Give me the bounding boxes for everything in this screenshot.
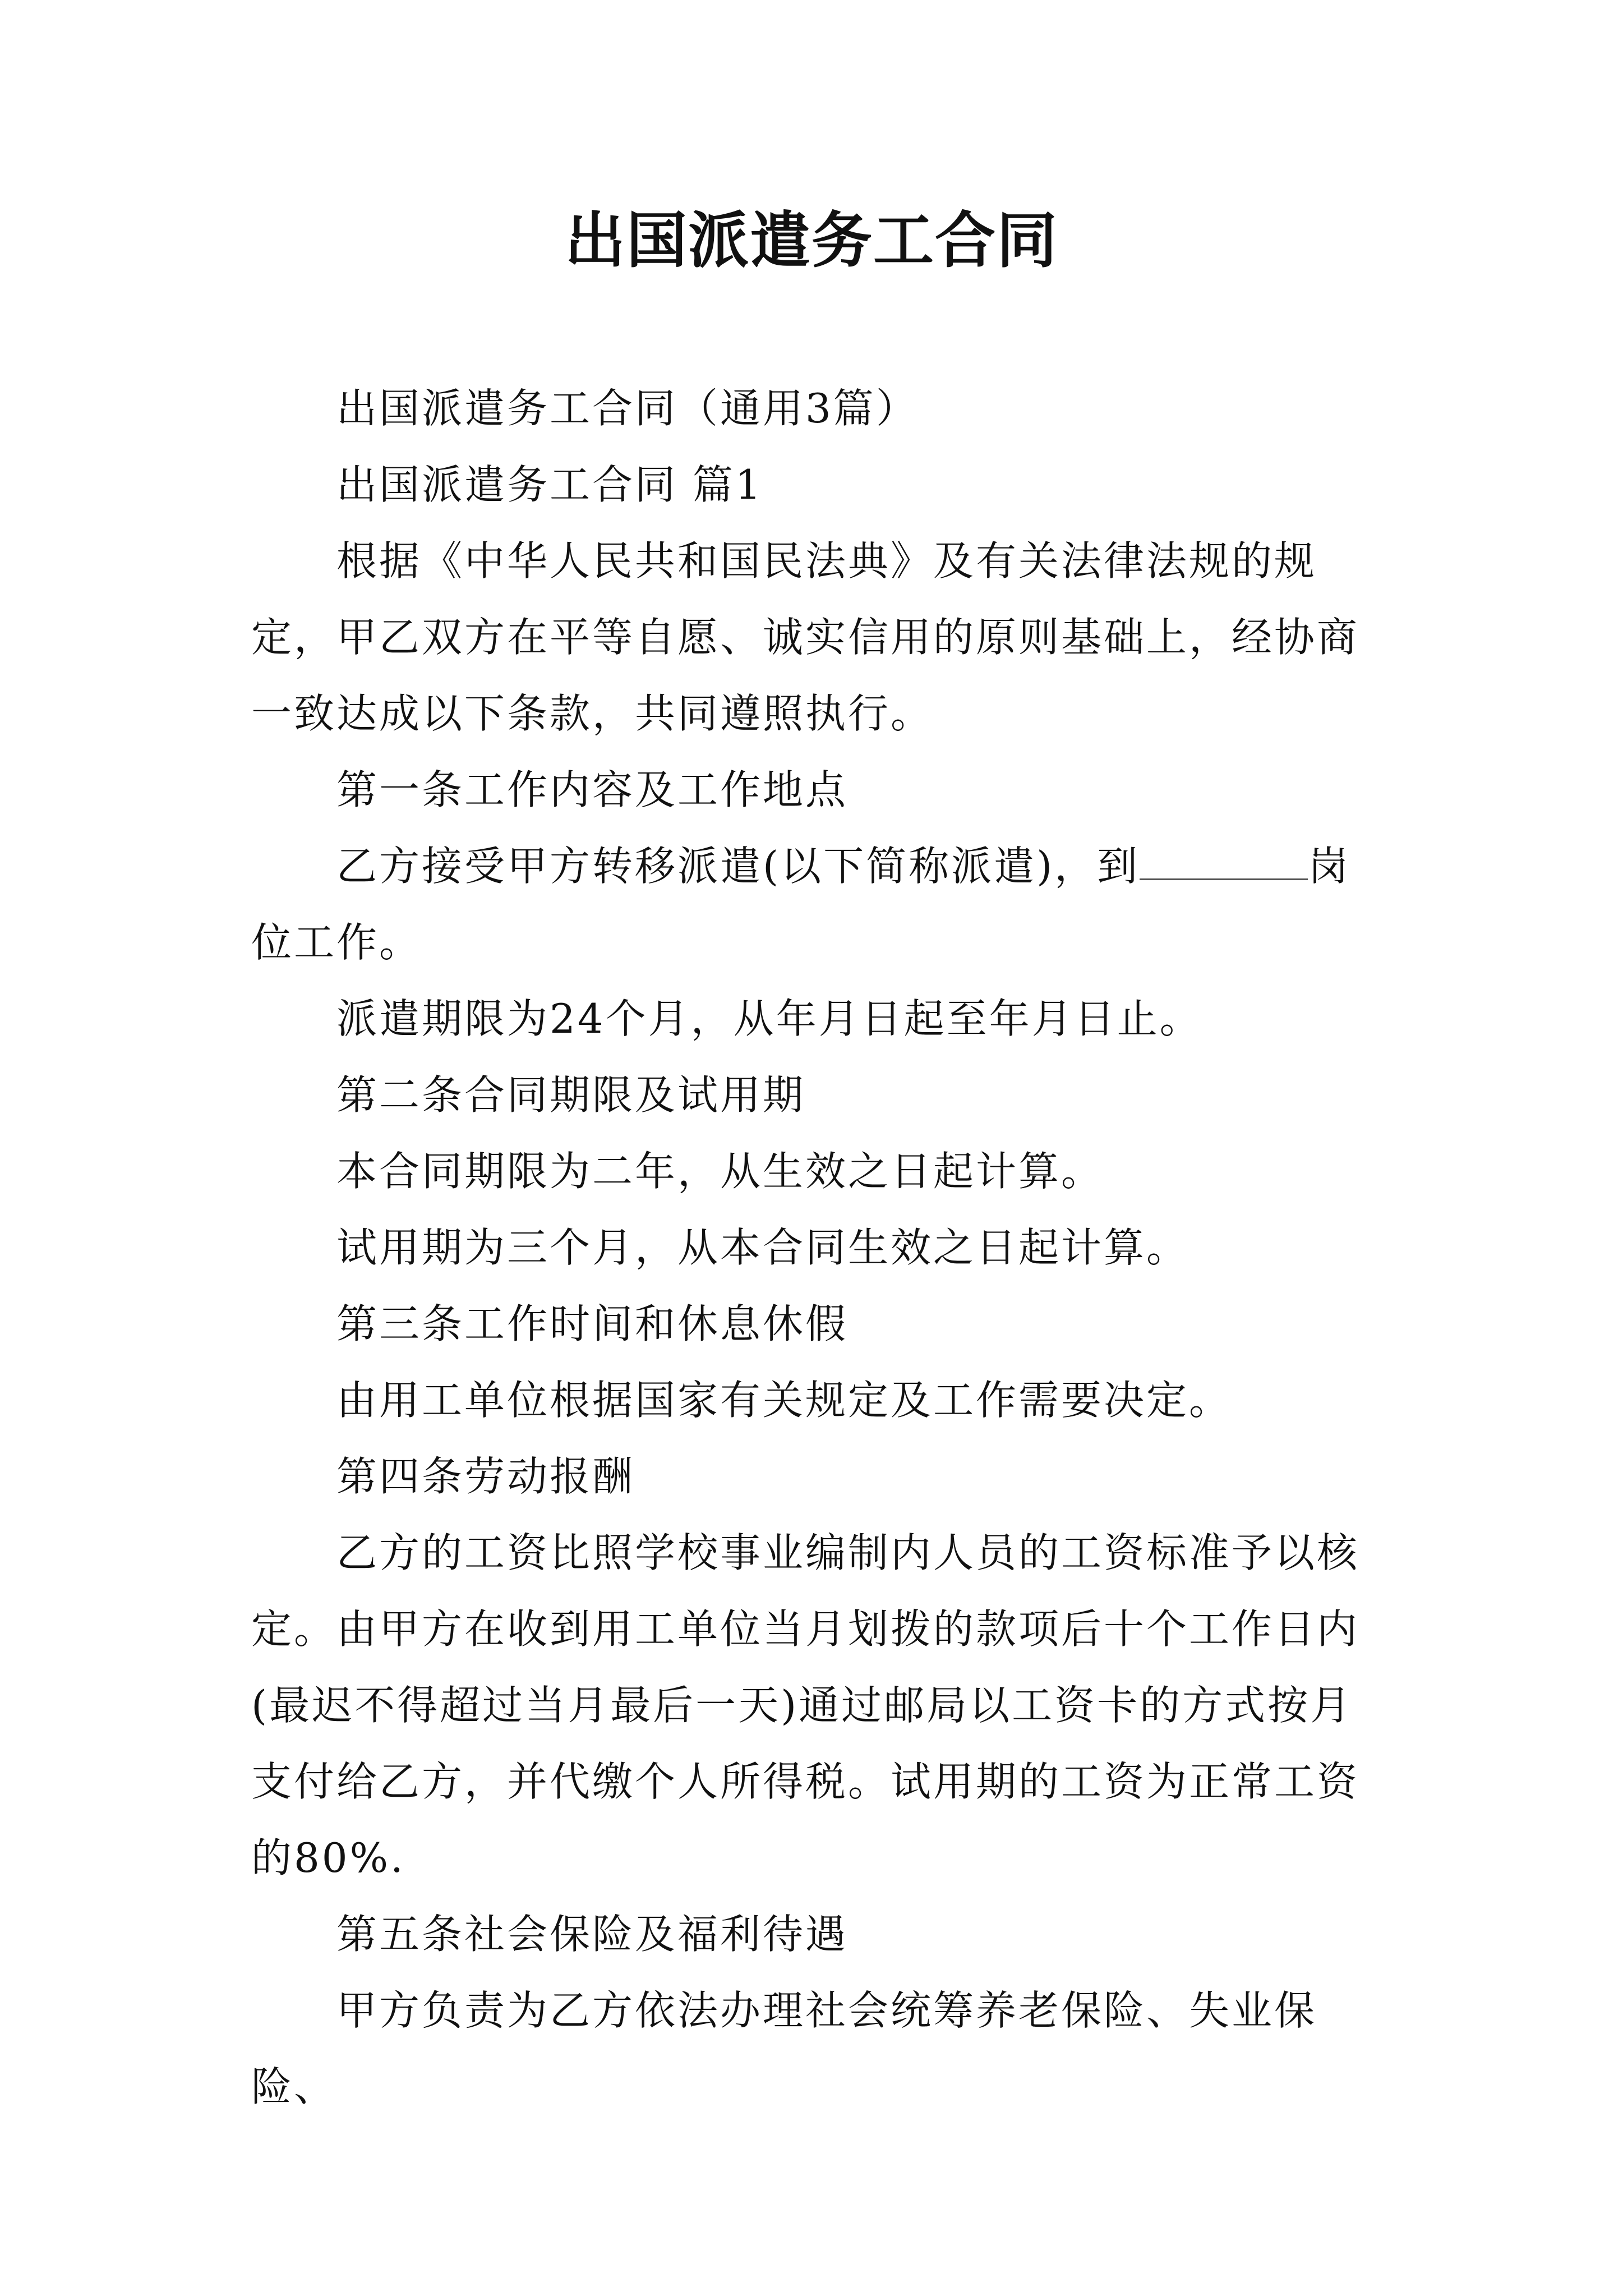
article-2-heading: 第二条合同期限及试用期 xyxy=(336,1071,806,1119)
document-body xyxy=(251,370,1384,2125)
paragraph-dispatch-term: 派遣期限为24个月，从年月日起至年月日止。 xyxy=(336,995,1202,1042)
article-5-heading: 第五条社会保险及福利待遇 xyxy=(336,1911,849,1958)
paragraph-preamble: 根据《中华人民共和国民法典》及有关法律法规的规定，甲乙双方在平等自愿、诚实信用的原则基础上，经协商一致达成以下条款，共同遵照执行。 xyxy=(251,537,1360,737)
article-4-heading: 第四条劳动报酬 xyxy=(336,1453,635,1500)
paragraph-remuneration: 乙方的工资比照学校事业编制内人员的工资标准予以核定。由甲方在收到用工单位当月划拨的款项后十个工作日内(最迟不得超过当月最后一天)通过邮局以工资卡的方式按月支付给乙方，并代缴个人所得税。试用期的工资为正常工资的80%. xyxy=(251,1529,1360,1881)
paragraph-social-insurance: 甲方负责为乙方依法办理社会统筹养老保险、失业保险、 xyxy=(251,1987,1317,2110)
article-1-position-tail: 岗位工作。 xyxy=(251,843,1351,966)
article-1-position-text: 乙方接受甲方转移派遣(以下简称派遣)，到 xyxy=(336,843,1140,890)
document-title: 出国派遣务工合同 xyxy=(564,206,1058,276)
paragraph-work-hours: 由用工单位根据国家有关规定及工作需要决定。 xyxy=(336,1377,1232,1424)
paragraph-contract-term: 本合同期限为二年，从生效之日起计算。 xyxy=(336,1148,1104,1195)
article-1-heading: 第一条工作内容及工作地点 xyxy=(336,766,849,813)
paragraph-probation: 试用期为三个月，从本合同生效之日起计算。 xyxy=(336,1224,1189,1271)
position-blank-line xyxy=(1140,843,1308,880)
paragraph-subtitle: 出国派遣务工合同（通用3篇） xyxy=(336,385,919,432)
paragraph-article-1-position xyxy=(251,828,1384,981)
article-3-heading: 第三条工作时间和休息休假 xyxy=(336,1300,849,1347)
paragraph-section-heading: 出国派遣务工合同 篇1 xyxy=(336,461,763,508)
